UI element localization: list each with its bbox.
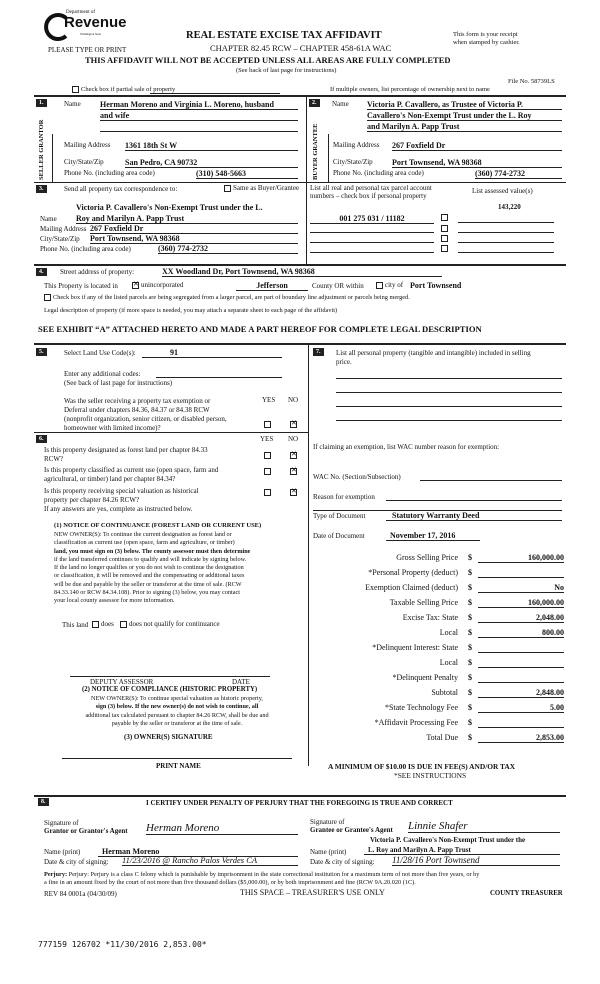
section-8-tag: 8. [38,798,49,806]
grantee-signature: Linnie Shafer [408,820,560,833]
section-2-tag: 2. [309,99,320,107]
document-date: November 17, 2016 [386,531,480,541]
notice-compliance-body: NEW OWNER(S): To continue special valuation as historic property, sign (3) below. If the new owner(s) do not wish to continue, all additional tax calculated pursuant to chapter 84.26 RCW, shall be due and payable by the seller or transferor at the time of sale. [85,695,269,727]
historic-no-checkbox[interactable] [290,488,299,496]
see-instructions-note: *SEE INSTRUCTIONS [394,771,467,780]
subtotal-label: Subtotal [431,688,458,697]
grantor-signature-label-2: Grantor or Grantor's Agent [44,827,128,835]
current-use-no-checkbox[interactable] [290,467,299,475]
total-due-label: Total Due [426,733,458,742]
reason-exemption-label: Reason for exemption [313,493,375,501]
land-use-see-back: (See back of last page for instructions) [64,379,173,387]
personal-deduct-value [478,568,564,578]
section5-no-header: NO [288,396,299,404]
not-accepted-warning: THIS AFFIDAVIT WILL NOT BE ACCEPTED UNLESS ALL AREAS ARE FULLY COMPLETED [85,55,451,65]
this-land-label: This land [62,621,89,629]
excise-state-value: 2,048.00 [478,613,564,623]
subtotal-value: 2,848.00 [478,688,564,698]
parcel-personal-checkbox-4[interactable] [441,244,450,252]
seller-phone-label: Phone No. (including area code) [64,169,155,177]
unincorporated-checkbox[interactable]: ✕ unincorporated [132,281,183,289]
exemption-yes-checkbox[interactable] [264,420,273,428]
correspondence-phone: (360) 774-2732 [158,244,298,254]
currency-10: $ [468,688,472,697]
print-name-label: PRINT NAME [156,762,201,770]
currency-2: $ [468,568,472,577]
assessor-date-label: DATE [232,678,250,686]
historic-question-a: Is this property receiving special valuation as historical [44,487,199,495]
correspondence-phone-label: Phone No. (including area code) [40,245,131,253]
buyer-name-line2: Cavallero's Non-Exempt Trust under the L. Roy [367,111,562,121]
multiple-owners-note: If multiple owners, list percentage of ownership next to name [330,86,490,93]
does-qualify-checkbox[interactable]: does [92,620,114,628]
grantor-date-city: 11/23/2016 @ Rancho Palos Verdes CA [122,855,298,866]
document-type-label: Type of Document [313,512,366,520]
grantee-signature-label-2: Grantee or Grantee's Agent [310,826,393,834]
buyer-name-line3: and Marilyn A. Papp Trust [367,122,562,132]
section-1-tag: 1. [36,99,47,107]
currency-9: $ [468,673,472,682]
delinquent-local-value [478,658,564,668]
buyer-name-label: Name [332,100,349,108]
located-label: This Property is located in [44,282,118,290]
historic-yes-checkbox[interactable] [264,488,273,496]
delinquent-local-label: Local [439,658,458,667]
personal-property-label-1: List all personal property (tangible and intangible) included in selling [336,349,531,357]
seller-name-label: Name [64,100,81,108]
seller-mailing-label: Mailing Address [64,141,111,149]
grantee-signature-label-1: Signature of [310,818,345,826]
partial-sale-checkbox[interactable]: Check box if partial sale of property [72,86,175,93]
grantor-date-city-label: Date & city of signing: [44,858,109,866]
grantor-print-name: Herman Moreno [98,847,298,857]
parcel-personal-checkbox-3[interactable] [441,234,450,242]
excise-local-label: Local [439,628,458,637]
delinquent-penalty-label: *Delinquent Penalty [392,673,458,682]
exemption-claimed-label: Exemption Claimed (deduct) [365,583,458,592]
correspondence-name-line2: Roy and Marilyn A. Papp Trust [76,214,298,224]
treasurer-use-only: THIS SPACE – TREASURER'S USE ONLY [240,888,385,897]
grantee-date-city-label: Date & city of signing: [310,858,375,866]
section-3-tag: 3. [36,185,47,193]
currency-13: $ [468,733,472,742]
correspondence-city: Port Townsend, WA 98368 [90,234,298,244]
exemption-question-4: homeowner with limited income)? [64,424,161,432]
perjury-text-1: Perjury: Perjury: Perjury is a class C felony which is punishable by imprisonment in the state correctional institution for a maximum term of not more than five years, or by [44,871,480,878]
treasurer-stamp: 777159 126702 *11/30/2016 2,853.00* [38,940,207,949]
buyer-side-label: BUYER GRANTEE [312,123,319,180]
minimum-fee-note: A MINIMUM OF $10.00 IS DUE IN FEE(S) AND/OR TAX [328,762,516,771]
currency-8: $ [468,658,472,667]
section6-yes-header: YES [260,435,274,443]
currency-11: $ [468,703,472,712]
see-back-note: (See back of last page for instructions) [236,67,337,74]
file-number: File No. 58739LS [508,78,555,85]
city-name: Port Townsend [410,281,462,290]
land-use-code: 91 [142,348,282,358]
property-street: XX Woodland Dr, Port Townsend, WA 98368 [162,267,442,277]
technology-fee-value: 5.00 [478,703,564,713]
please-type: PLEASE TYPE OR PRINT [48,46,127,54]
seller-phone: (310) 548-5663 [196,169,298,179]
buyer-phone: (360) 774-2732 [475,169,562,179]
parcels-label-1: List all real and personal tax parcel account [310,184,432,192]
segregated-checkbox[interactable]: Check box if any of the listed parcels are being segregated from a larger parcel, are part of boundary line adjustment or parcels being merged. [44,294,410,301]
notice-compliance-title: (2) NOTICE OF COMPLIANCE (HISTORIC PROPERTY) [82,686,258,693]
total-due-value: 2,853.00 [478,733,564,743]
buyer-mailing: 267 Foxfield Dr [392,141,562,151]
personal-property-label-2: price. [336,358,352,366]
form-title: REAL ESTATE EXCISE TAX AFFIDAVIT [186,30,382,41]
county-name: Jefferson [236,281,308,291]
exemption-question-2: Deferral under chapters 84.36, 84.37 or 84.38 RCW [64,406,210,414]
section6-no-header: NO [288,435,299,443]
assessed-values-label: List assessed value(s) [472,187,533,195]
city-of-checkbox[interactable]: city of [376,281,403,289]
currency-5: $ [468,613,472,622]
taxable-value: 160,000.00 [478,598,564,608]
personal-deduct-label: *Personal Property (deduct) [368,568,458,577]
land-use-label: Select Land Use Code(s): [64,349,136,357]
seller-city-label: City/State/Zip [64,158,104,166]
currency-7: $ [468,643,472,652]
does-not-qualify-checkbox[interactable]: does not qualify for continuance [120,620,220,628]
section-4-tag: 4. [36,268,47,276]
technology-fee-label: *State Technology Fee [384,703,458,712]
section-6-tag: 6. [36,435,47,443]
parcel-personal-checkbox-2[interactable] [441,224,450,232]
if-yes-note: If any answers are yes, complete as instructed below. [44,505,193,513]
claiming-exemption-label: If claiming an exemption, list WAC number reason for exemption: [313,443,500,451]
correspondence-mailing-label: Mailing Address [40,225,87,233]
current-use-yes-checkbox[interactable] [264,467,273,475]
buyer-city: Port Townsend, WA 98368 [392,158,562,168]
seller-name-line2: and wife [100,111,298,121]
affidavit-fee-value [478,718,564,728]
grantee-print-name-line1: Victoria P. Cavallero's Non-Exempt Trust under the [370,836,526,844]
owner-signature-label: (3) OWNER(S) SIGNATURE [124,733,213,741]
same-as-buyer-checkbox[interactable]: Same as Buyer/Grantee [224,184,299,192]
seller-name-line1: Herman Moreno and Virginia L. Moreno, husband [100,100,298,110]
legal-description-label: Legal description of property (if more space is needed, you may attach a separate sheet to each page of the affidavit) [44,307,338,314]
assessed-value: 143,220 [498,203,521,211]
excise-state-label: Excise Tax: State [402,613,458,622]
perjury-text-2: a fine in an amount fixed by the court of not more than five thousand dollars ($5,000.00), or by both imprisonment and fine (RCW 9A.20.020 (1C). [44,879,416,886]
document-date-label: Date of Document [313,532,365,540]
street-label: Street address of property: [60,268,135,276]
notice-continuance-title: (1) NOTICE OF CONTINUANCE (FOREST LAND OR CURRENT USE) [54,522,262,529]
additional-codes-label: Enter any additional codes: [64,370,141,378]
buyer-mailing-label: Mailing Address [333,141,380,149]
exhibit-line: SEE EXHIBIT “A” ATTACHED HERETO AND MADE A PART HEREOF FOR COMPLETE LEGAL DESCRIPTION [38,324,482,334]
currency-3: $ [468,583,472,592]
affidavit-fee-label: *Affidavit Processing Fee [374,718,458,727]
forest-no-checkbox[interactable] [290,451,299,459]
gross-label: Gross Selling Price [396,553,458,562]
current-use-question-b: agricultural, or timber) land per chapter 84.34? [44,475,176,483]
correspondence-name-label: Name [40,215,57,223]
grantor-signature: Herman Moreno [146,822,298,835]
grantee-print-name-line2: L. Roy and Marilyn A. Papp Trust [364,846,560,855]
correspondence-label: Send all property tax correspondence to: [64,185,178,193]
form-chapter: CHAPTER 82.45 RCW – CHAPTER 458-61A WAC [210,43,392,53]
grantor-signature-label-1: Signature of [44,819,79,827]
section-7-tag: 7. [313,348,324,356]
current-use-question-a: Is this property classified as current use (open space, farm and [44,466,219,474]
historic-question-b: property per chapter 84.26 RCW? [44,496,140,504]
exemption-no-checkbox[interactable] [290,420,299,428]
receipt-note-2: when stamped by cashier. [453,39,520,46]
receipt-note-1: This form is your receipt [453,31,518,38]
exemption-claimed-value: No [478,583,564,593]
notice-continuance-body: NEW OWNER(S): To continue the current designation as forest land or classification as current use (open space, farm and agriculture, or timber) land, you must sign on (3) below. The county assessor must then determine if the land transferred continues to qualify and will indicate by signing below. If the land no longer qualifies or you do not wish to continue the designation or classification, it will be removed and the compensating or additional taxes will be due and payable by the seller or transferor at the time of sale. (RCW 84.33.140 or RCW 84.34.108). Prior to signing (3) below, you may contact your local county assessor for more information. [54,531,251,605]
county-or-within: County OR within [312,282,364,290]
forest-question-b: RCW? [44,455,64,463]
seller-city: San Pedro, CA 90732 [125,158,298,168]
grantor-print-name-label: Name (print) [44,848,81,856]
logo-state: Washington State [80,32,102,36]
grantee-date-city: 11/28/16 Port Townsend [392,855,560,866]
currency-6: $ [468,628,472,637]
certify-statement: I CERTIFY UNDER PENALTY OF PERJURY THAT THE FOREGOING IS TRUE AND CORRECT [146,799,453,807]
correspondence-city-label: City/State/Zip [40,235,80,243]
section-5-tag: 5. [36,348,47,356]
wac-number-label: WAC No. (Section/Subsection) [313,473,401,481]
county-treasurer: COUNTY TREASURER [490,890,563,897]
delinquent-interest-value [478,643,564,653]
parcel-personal-checkbox-1[interactable] [441,213,450,221]
buyer-phone-label: Phone No. (including area code) [333,169,424,177]
currency-4: $ [468,598,472,607]
buyer-city-label: City/State/Zip [333,158,373,166]
correspondence-mailing: 267 Foxfield Dr [90,224,298,234]
deputy-assessor-label: DEPUTY ASSESSOR [90,678,154,686]
buyer-name-line1: Victoria P. Cavallero, as Trustee of Victoria P. [367,100,562,110]
exemption-question-3: (nonprofit organization, senior citizen, or disabled person, [64,415,227,423]
currency-1: $ [468,553,472,562]
exemption-question-1: Was the seller receiving a property tax exemption or [64,397,211,405]
form-revision: REV 84 0001a (04/30/09) [44,890,117,898]
logo-name: Revenue [64,14,127,31]
section5-yes-header: YES [262,396,276,404]
forest-yes-checkbox[interactable] [264,451,273,459]
parcels-label-2: numbers – check box if personal property [310,192,427,200]
excise-local-value: 800.00 [478,628,564,638]
seller-mailing: 1361 18th St W [125,141,298,151]
document-type: Statutory Warranty Deed [386,511,562,521]
seller-side-label: SELLER GRANTOR [38,119,45,180]
correspondence-name-line1: Victoria P. Cavallero's Non-Exempt Trust under the L. [76,203,263,212]
grantee-print-name-label: Name (print) [310,848,347,856]
taxable-label: Taxable Selling Price [389,598,458,607]
forest-question-a: Is this property designated as forest land per chapter 84.33 [44,446,208,454]
currency-12: $ [468,718,472,727]
delinquent-penalty-value [478,673,564,683]
delinquent-interest-label: *Delinquent Interest: State [372,643,458,652]
gross-value: 160,000.00 [478,553,564,563]
logo-department: Department of [66,10,96,15]
revenue-logo [40,10,127,44]
parcel-number: 001 275 031 / 11182 [310,214,434,224]
